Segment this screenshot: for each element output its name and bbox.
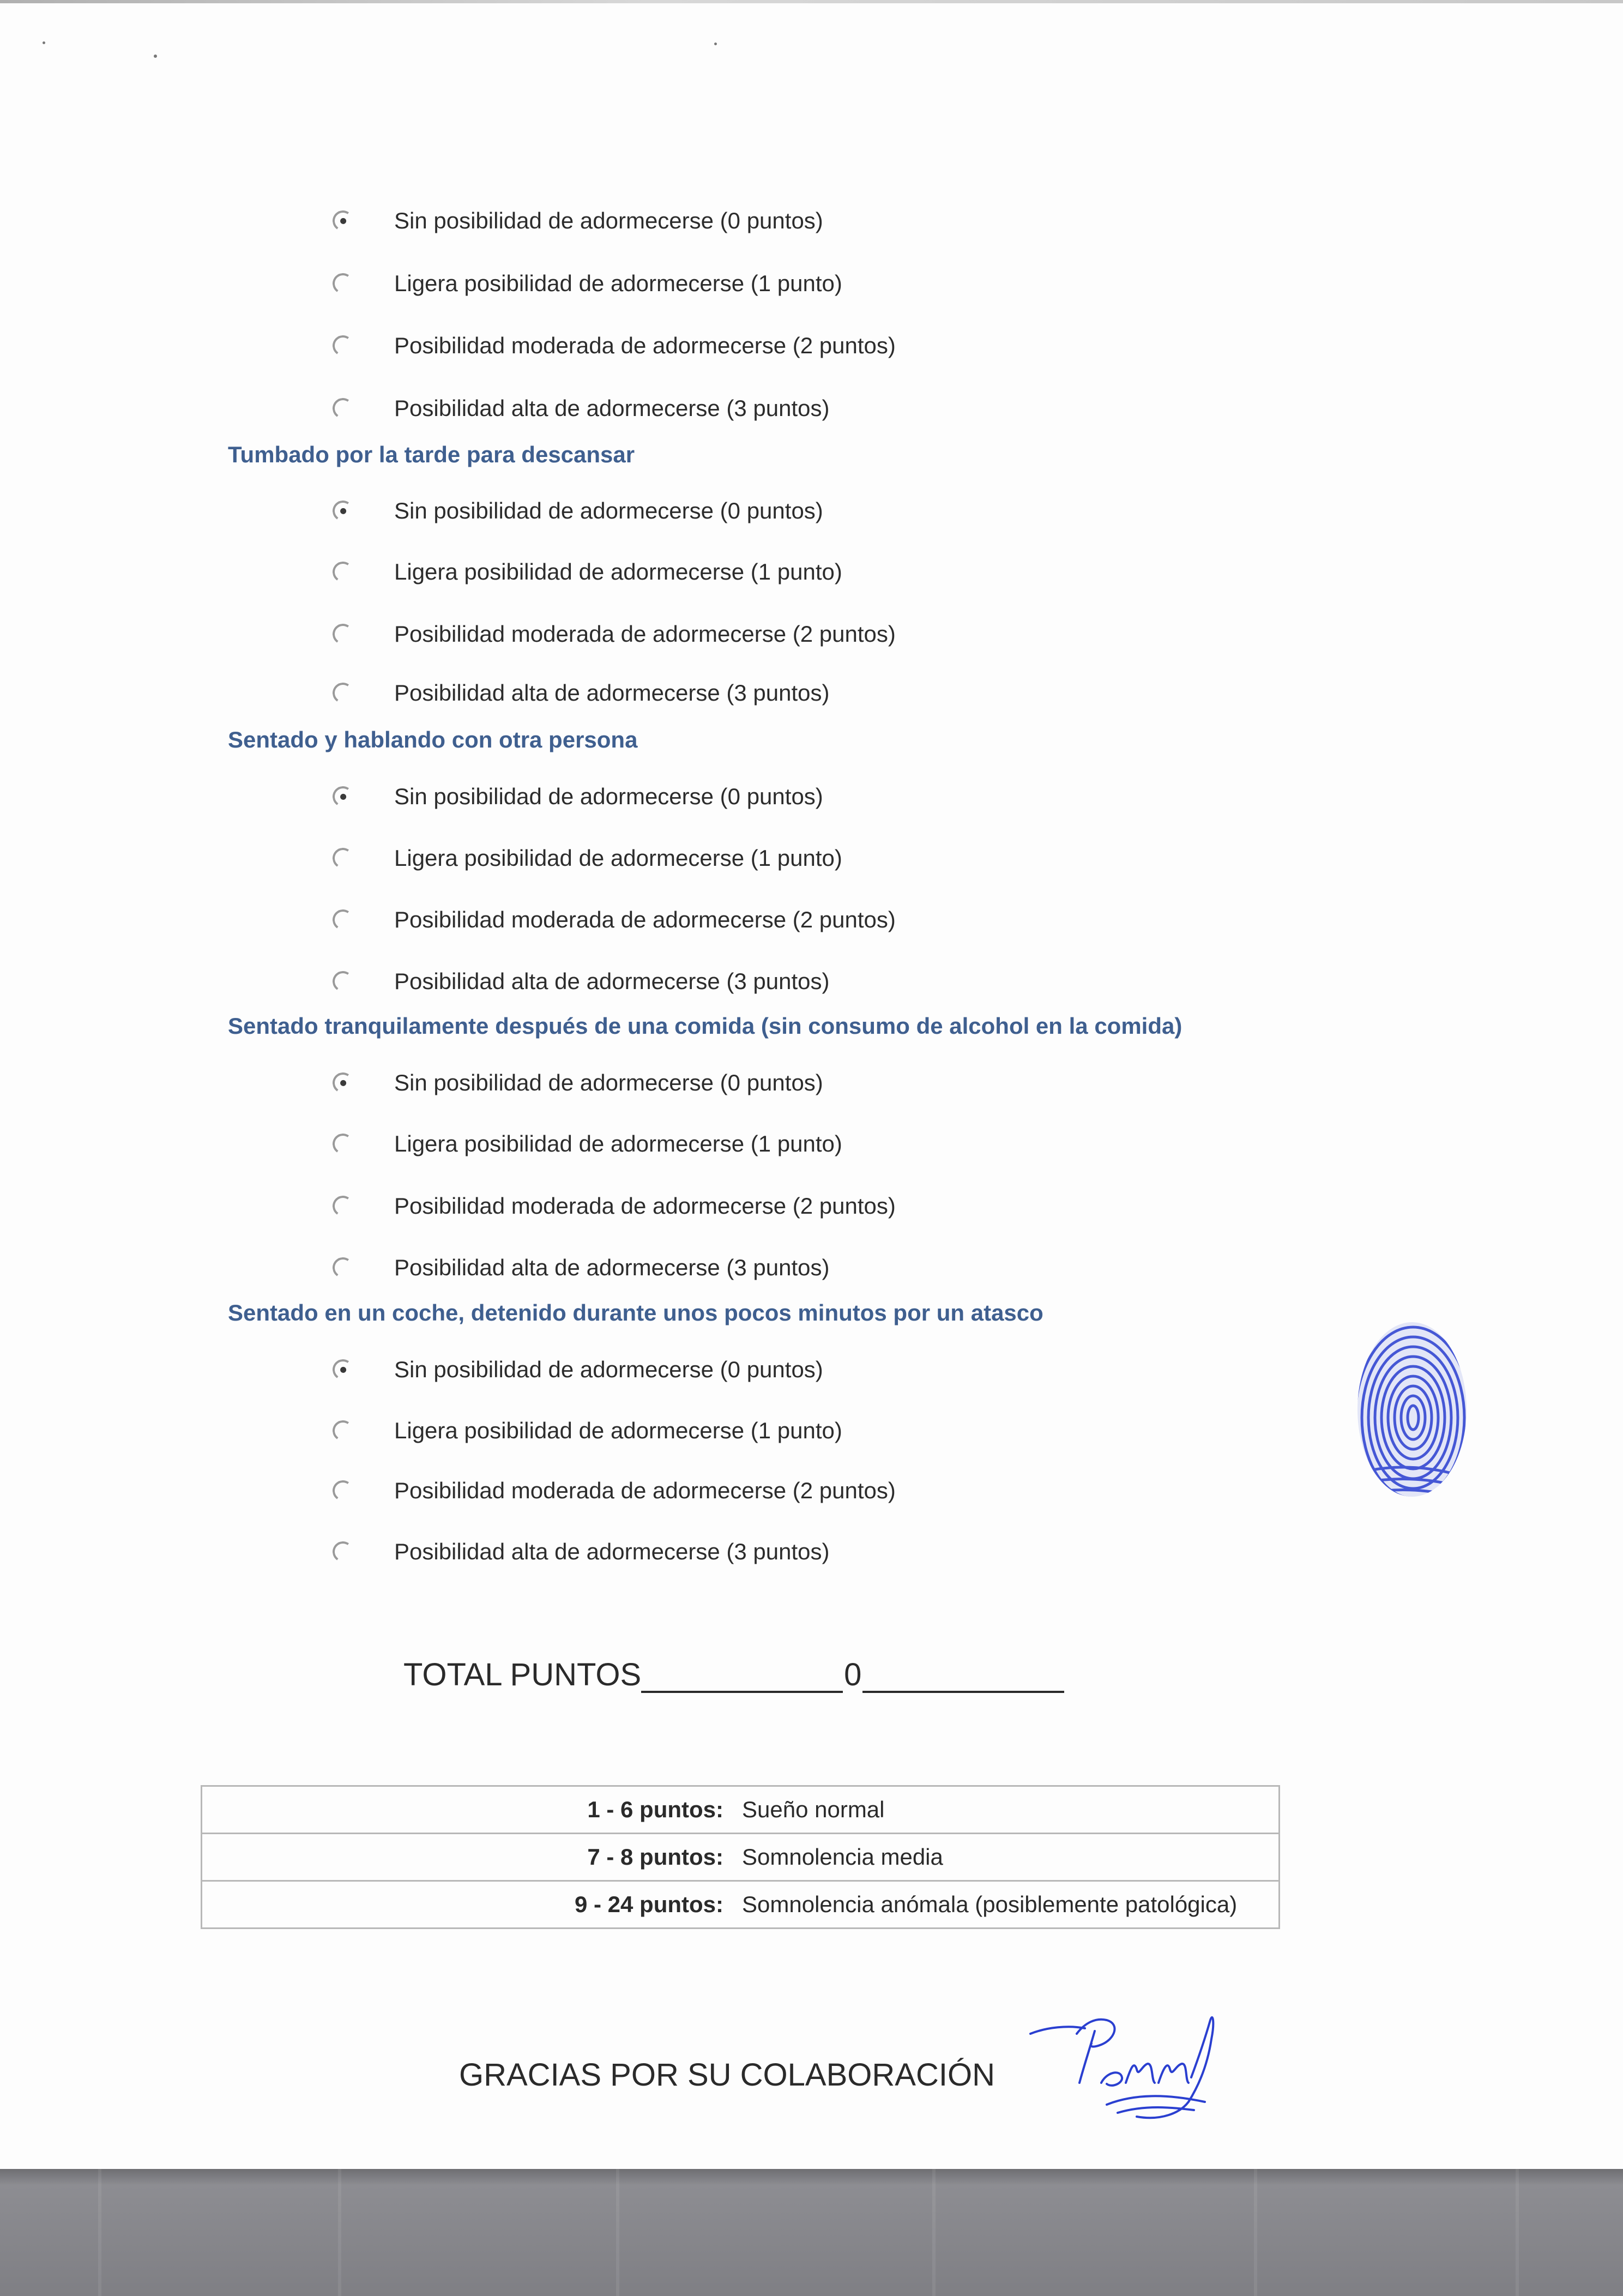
radio-dot-icon <box>340 1080 347 1087</box>
radio-option[interactable] <box>333 262 842 305</box>
total-label: TOTAL PUNTOS <box>403 1657 642 1692</box>
radio-option-label: Posibilidad alta de adormecerse (3 puntos) <box>394 395 830 421</box>
radio-option-label: Ligera posibilidad de adormecerse (1 punto) <box>394 559 842 584</box>
total-underline-left <box>641 1660 843 1693</box>
radio-unselected-icon[interactable] <box>331 272 355 296</box>
radio-option[interactable] <box>333 671 829 715</box>
table-row <box>202 1834 1280 1881</box>
radio-option-label: Posibilidad alta de adormecerse (3 puntos) <box>394 680 830 706</box>
radio-option-label: Posibilidad alta de adormecerse (3 puntos) <box>394 968 830 994</box>
radio-option[interactable] <box>333 1409 842 1453</box>
radio-option[interactable] <box>333 550 842 594</box>
radio-option[interactable] <box>333 387 829 430</box>
radio-option-label: Posibilidad alta de adormecerse (3 puntos) <box>394 1539 830 1564</box>
radio-selected-icon[interactable] <box>331 1358 355 1382</box>
question-heading: Sentado y hablando con otra persona <box>228 727 638 752</box>
radio-option[interactable] <box>333 199 823 243</box>
radio-option[interactable] <box>333 1184 896 1228</box>
radio-option[interactable] <box>333 1348 823 1391</box>
radio-option-label: Ligera posibilidad de adormecerse (1 punto) <box>394 270 842 296</box>
radio-unselected-icon[interactable] <box>331 622 355 646</box>
question-heading: Tumbado por la tarde para descansar <box>228 442 635 467</box>
handwritten-signature <box>1025 2001 1254 2126</box>
radio-dot-icon <box>340 508 347 515</box>
radio-dot-icon <box>340 793 347 800</box>
fingerprint-mark <box>1352 1317 1472 1513</box>
total-value: 0 <box>844 1657 862 1692</box>
radio-option[interactable] <box>333 1061 823 1105</box>
scan-speck <box>154 55 157 58</box>
radio-option-label: Ligera posibilidad de adormecerse (1 punto) <box>394 845 842 871</box>
radio-option-label: Ligera posibilidad de adormecerse (1 punto) <box>394 1418 842 1443</box>
radio-unselected-icon[interactable] <box>331 908 355 932</box>
radio-option-label: Posibilidad moderada de adormecerse (2 puntos) <box>394 1193 896 1219</box>
radio-unselected-icon[interactable] <box>331 334 355 358</box>
radio-option-label: Sin posibilidad de adormecerse (0 puntos) <box>394 498 823 523</box>
radio-dot-icon <box>340 1366 347 1373</box>
question-heading: Sentado en un coche, detenido durante unos pocos minutos por un atasco <box>228 1300 1043 1325</box>
radio-option-label: Sin posibilidad de adormecerse (0 puntos) <box>394 784 823 809</box>
radio-unselected-icon[interactable] <box>331 846 355 870</box>
radio-option-label: Posibilidad moderada de adormecerse (2 puntos) <box>394 907 896 932</box>
total-underline-right <box>862 1660 1064 1693</box>
radio-option[interactable] <box>333 1530 829 1574</box>
score-scale-table <box>201 1785 1280 1929</box>
radio-option[interactable] <box>333 1122 842 1166</box>
radio-option-label: Posibilidad moderada de adormecerse (2 puntos) <box>394 1478 896 1503</box>
radio-option[interactable] <box>333 960 829 1003</box>
radio-unselected-icon[interactable] <box>331 1256 355 1280</box>
radio-unselected-icon[interactable] <box>331 1132 355 1156</box>
scanner-background <box>0 2169 1623 2296</box>
radio-selected-icon[interactable] <box>331 1071 355 1095</box>
radio-option-label: Posibilidad moderada de adormecerse (2 puntos) <box>394 333 896 358</box>
scale-range: 1 - 6 puntos: <box>202 1786 733 1834</box>
radio-option[interactable] <box>333 612 896 656</box>
scale-description: Sueño normal <box>732 1786 1280 1834</box>
total-points <box>403 1656 1064 1693</box>
radio-unselected-icon[interactable] <box>331 396 355 420</box>
scale-range: 9 - 24 puntos: <box>202 1881 733 1929</box>
closing-message: GRACIAS POR SU COLABORACIÓN <box>459 2057 995 2093</box>
radio-option[interactable] <box>333 1246 829 1289</box>
radio-selected-icon[interactable] <box>331 499 355 523</box>
question-heading: Sentado tranquilamente después de una comida (sin consumo de alcohol en la comida) <box>228 1013 1182 1039</box>
table-row <box>202 1786 1280 1834</box>
radio-option-label: Sin posibilidad de adormecerse (0 puntos) <box>394 1070 823 1095</box>
scan-speck <box>714 43 717 45</box>
radio-dot-icon <box>340 218 347 225</box>
scale-range: 7 - 8 puntos: <box>202 1834 733 1881</box>
scan-speck <box>43 41 45 44</box>
radio-option[interactable] <box>333 898 896 942</box>
radio-option[interactable] <box>333 489 823 533</box>
radio-unselected-icon[interactable] <box>331 560 355 584</box>
radio-unselected-icon[interactable] <box>331 969 355 993</box>
radio-option-label: Sin posibilidad de adormecerse (0 puntos) <box>394 208 823 233</box>
radio-option[interactable] <box>333 1469 896 1512</box>
table-row <box>202 1881 1280 1929</box>
radio-option-label: Sin posibilidad de adormecerse (0 puntos) <box>394 1357 823 1382</box>
radio-unselected-icon[interactable] <box>331 1419 355 1443</box>
radio-option-label: Ligera posibilidad de adormecerse (1 punto) <box>394 1131 842 1156</box>
radio-selected-icon[interactable] <box>331 209 355 233</box>
scan-top-edge <box>0 0 1623 3</box>
scale-description: Somnolencia anómala (posiblemente patológica) <box>732 1881 1280 1929</box>
radio-option-label: Posibilidad moderada de adormecerse (2 puntos) <box>394 621 896 647</box>
radio-selected-icon[interactable] <box>331 785 355 809</box>
radio-option[interactable] <box>333 324 896 367</box>
radio-option[interactable] <box>333 836 842 880</box>
radio-unselected-icon[interactable] <box>331 1540 355 1564</box>
radio-option-label: Posibilidad alta de adormecerse (3 puntos) <box>394 1255 830 1280</box>
radio-unselected-icon[interactable] <box>331 681 355 705</box>
radio-unselected-icon[interactable] <box>331 1194 355 1218</box>
radio-option[interactable] <box>333 775 823 818</box>
scale-description: Somnolencia media <box>732 1834 1280 1881</box>
radio-unselected-icon[interactable] <box>331 1479 355 1503</box>
